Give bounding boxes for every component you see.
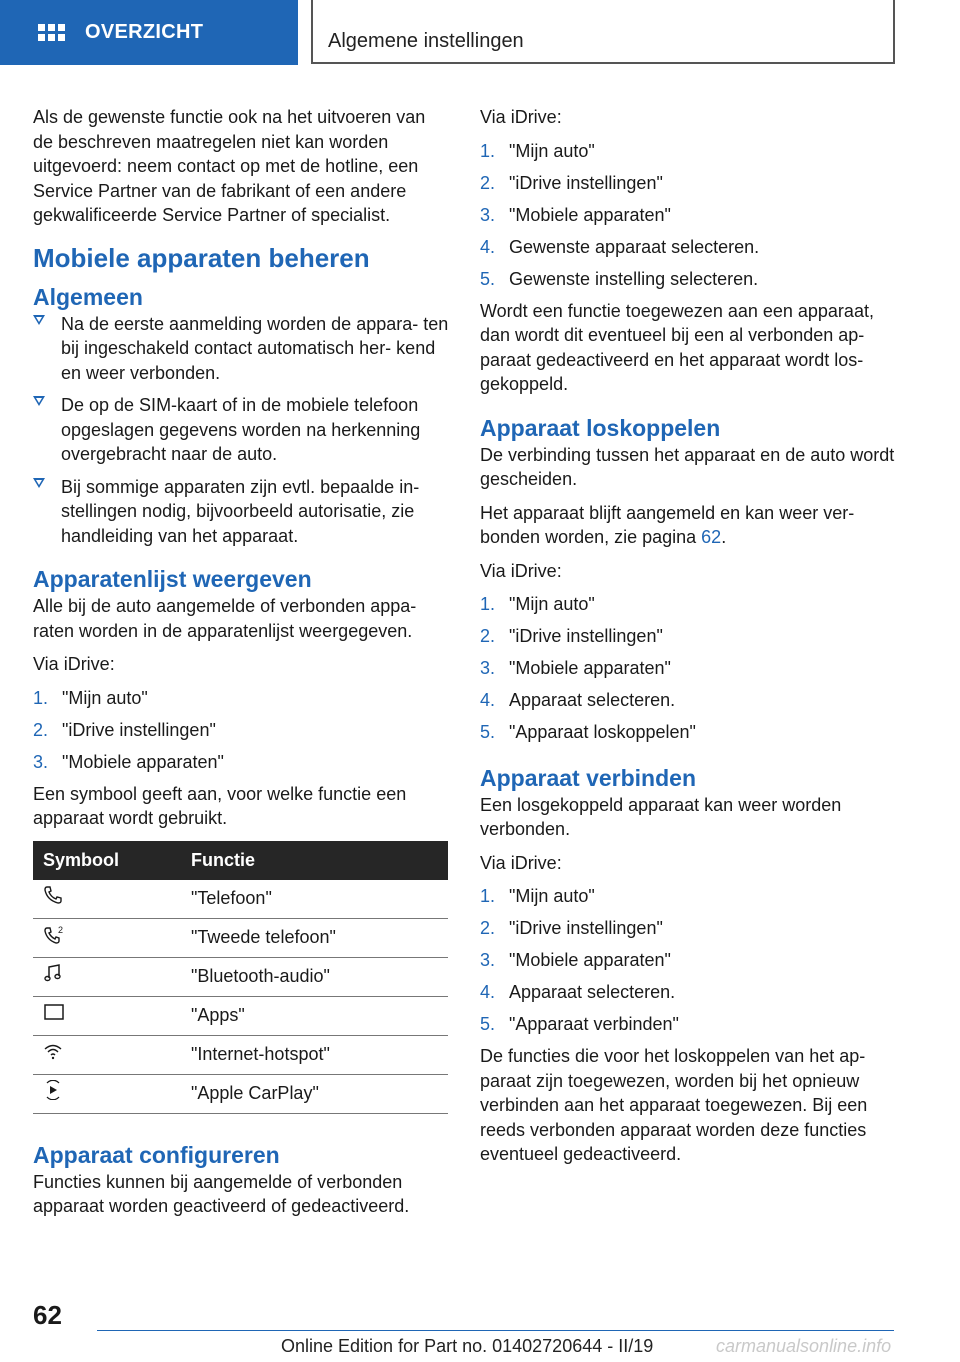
- function-label: "Apps": [181, 996, 448, 1035]
- phone-icon: [43, 885, 63, 905]
- table-row: [33, 918, 448, 957]
- function-label: "Apple CarPlay": [181, 1074, 448, 1113]
- page-link[interactable]: 62: [701, 527, 722, 547]
- heading-apparaat-verbinden: Apparaat verbinden: [480, 764, 696, 791]
- bullet-triangle-icon: [33, 478, 45, 488]
- reconnect-paragraph: Het apparaat blijft aangemeld en kan weer ver‐ bonden worden, zie pagina 62.: [480, 502, 855, 547]
- heading-apparaat-configureren: Apparaat configureren: [33, 1141, 280, 1168]
- overview-tab[interactable]: [0, 0, 298, 65]
- lijst-paragraph: Alle bij de auto aangemelde of verbonden appa‐ raten worden in de apparatenlijst weergegeven.: [33, 596, 417, 641]
- verbinden-after-paragraph: De functies die voor het loskoppelen van het ap‐ paraat zijn toegewezen, worden bij het opnieuw verbinden aan het apparaat toegewezen. Bij een reeds verbonden apparaat worden deze functies eventueel gedeactiveerd.: [480, 1046, 868, 1164]
- heading-apparatenlijst-weergeven: Apparatenlijst weergeven: [33, 566, 312, 592]
- table-row: [33, 1074, 448, 1113]
- symbool-paragraph: Een symbool geeft aan, voor welke functie een apparaat wordt gebruikt.: [33, 783, 407, 828]
- apps-icon: [43, 1002, 65, 1022]
- assign-paragraph: Wordt een functie toegewezen aan een apparaat, dan wordt dit eventueel bij een al verbonden ap‐ paraat gedeactiveerd en het apparaat wordt los‐ gekoppeld.: [480, 300, 874, 394]
- list-item: De op de SIM-kaart of in de mobiele telefoon opgeslagen gegevens worden na herkenning overgebracht naar de auto.: [33, 393, 449, 467]
- music-note-icon: [43, 963, 63, 983]
- via-idrive-label: Via iDrive:: [33, 654, 115, 674]
- carplay-icon: [43, 1080, 63, 1100]
- bullet-triangle-icon: [33, 315, 45, 325]
- table-row: [33, 880, 448, 919]
- step-item: 1. "Mijn auto": [480, 594, 595, 614]
- function-label: "Telefoon": [181, 880, 448, 919]
- step-item: 2. "iDrive instellingen": [480, 626, 663, 646]
- via-idrive-label: Via iDrive:: [480, 852, 562, 873]
- table-row: [33, 996, 448, 1035]
- edition-text: Online Edition for Part no. 01402720644 - II/19: [281, 1336, 654, 1356]
- left-column: [33, 105, 449, 1228]
- function-label: "Tweede telefoon": [181, 918, 448, 957]
- heading-apparaat-loskoppelen: Apparaat loskoppelen: [480, 414, 721, 441]
- list-item: Na de eerste aanmelding worden de appara‐ ten bij ingeschakeld contact automatisch her‐ kend en weer verbonden.: [33, 312, 449, 386]
- step-item: 4. Apparaat selecteren.: [480, 690, 676, 710]
- heading-algemeen: Algemeen: [33, 283, 143, 310]
- function-label: "Bluetooth-audio": [181, 957, 448, 996]
- lijst-steps: [33, 686, 449, 775]
- intro-paragraph: Als de gewenste functie ook na het uitvoeren van de beschreven maatregelen niet kan worden uitgevoerd: neem contact op met de hotline, een Service Partner van de fabrikant of een andere gekwalificeerde Service Partner of specialist.: [33, 107, 426, 225]
- step-item: 2. "iDrive instellingen": [480, 172, 663, 193]
- step-item: 2. "iDrive instellingen": [480, 918, 663, 938]
- section-title: Algemene instellingen: [311, 0, 895, 64]
- loskoppelen-paragraph: De verbinding tussen het apparaat en de auto wordt gescheiden.: [480, 444, 895, 489]
- step-item: 2. "iDrive instellingen": [33, 719, 216, 740]
- loskoppelen-steps: [480, 592, 900, 745]
- step-item: 5. "Apparaat loskoppelen": [480, 722, 696, 742]
- watermark: carmanualsonline.info: [716, 1336, 892, 1356]
- grid-menu-icon: [38, 24, 65, 41]
- svg-text:2: 2: [58, 925, 64, 936]
- table-row: [33, 1035, 448, 1074]
- footer-divider: [97, 1330, 894, 1331]
- step-item: 1. "Mijn auto": [480, 886, 595, 906]
- step-item: 3. "Mobiele apparaten": [480, 658, 671, 678]
- bullet-triangle-icon: [33, 396, 45, 406]
- right-column: [480, 105, 900, 1176]
- symbol-table: [33, 841, 448, 1114]
- via-idrive-label: Via iDrive:: [480, 560, 562, 581]
- heading-mobiele-apparaten-beheren: Mobiele apparaten beheren: [33, 242, 370, 273]
- page-number: 62: [33, 1300, 62, 1330]
- step-item: 1. "Mijn auto": [33, 687, 148, 708]
- configure-steps: [480, 139, 900, 292]
- overview-tab-label: OVERZICHT: [85, 21, 204, 43]
- table-row: [33, 957, 448, 996]
- step-item: 1. "Mijn auto": [480, 140, 595, 161]
- column-header-symbool: Symbool: [33, 841, 181, 880]
- config-paragraph: Functies kunnen bij aangemelde of verbonden apparaat worden geactiveerd of gedeactiveerd.: [33, 1171, 410, 1216]
- step-item: 3. "Mobiele apparaten": [480, 950, 671, 970]
- column-header-functie: Functie: [181, 841, 448, 880]
- step-item: 5. "Apparaat verbinden": [480, 1014, 679, 1034]
- table-header-row: [33, 841, 448, 880]
- second-phone-icon: [43, 924, 65, 944]
- wifi-icon: [43, 1041, 63, 1061]
- step-item: 5. Gewenste instelling selecteren.: [480, 268, 759, 289]
- step-item: 4. Gewenste apparaat selecteren.: [480, 236, 760, 257]
- function-label: "Internet-hotspot": [181, 1035, 448, 1074]
- algemeen-list: [33, 312, 449, 549]
- verbinden-paragraph: Een losgekoppeld apparaat kan weer worden verbonden.: [480, 794, 842, 839]
- step-item: 3. "Mobiele apparaten": [33, 751, 224, 772]
- list-item: Bij sommige apparaten zijn evtl. bepaalde in‐ stellingen nodig, bijvoorbeeld autorisatie, zie handleiding van het apparaat.: [33, 475, 449, 549]
- via-idrive-label: Via iDrive:: [480, 107, 562, 127]
- step-item: 4. Apparaat selecteren.: [480, 982, 676, 1002]
- step-item: 3. "Mobiele apparaten": [480, 204, 671, 225]
- verbinden-steps: [480, 884, 900, 1037]
